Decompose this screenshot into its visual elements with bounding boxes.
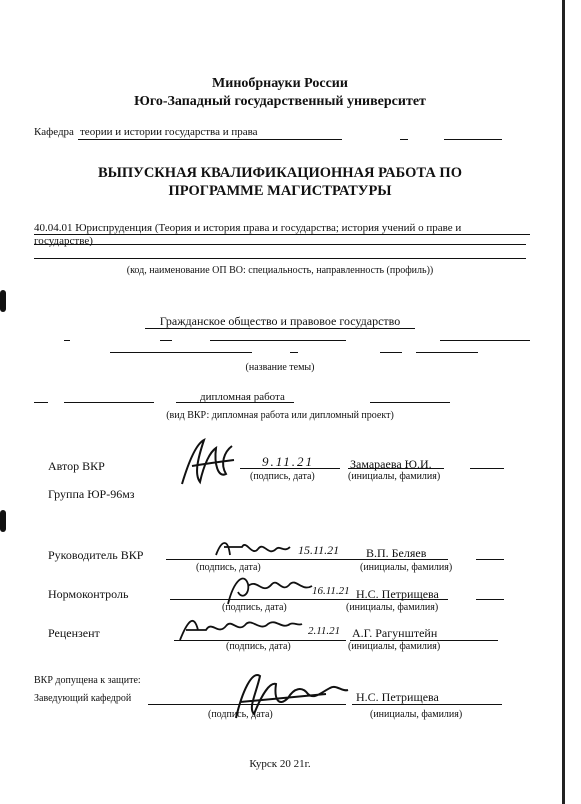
- head-name-caption: (инициалы, фамилия): [370, 709, 463, 720]
- author-label: Автор ВКР: [48, 459, 105, 473]
- document-title-line1: ВЫПУСКНАЯ КВАЛИФИКАЦИОННАЯ РАБОТА ПО: [97, 165, 462, 181]
- scan-edge: [562, 0, 565, 804]
- supervisor-label: Руководитель ВКР: [48, 548, 144, 562]
- work-type-caption: (вид ВКР: дипломная работа или дипломный проект): [166, 410, 394, 421]
- topic-caption: (название темы): [245, 362, 315, 373]
- author-name-caption: (инициалы, фамилия): [348, 471, 441, 482]
- reviewer-label: Рецензент: [48, 626, 100, 640]
- department-value: теории и истории государства и права: [80, 126, 258, 138]
- student-group: Группа ЮР-96мз: [48, 487, 135, 501]
- university-name: Юго-Западный государственный университет: [134, 94, 426, 109]
- reviewer-sign-date: 2.11.21: [308, 625, 341, 637]
- punch-mark-bottom: [0, 510, 6, 532]
- punch-mark-top: [0, 290, 6, 312]
- reviewer-name-caption: (инициалы, фамилия): [348, 641, 441, 652]
- author-name: Замараева Ю.И.: [350, 457, 432, 471]
- admission-note: ВКР допущена к защите:: [34, 675, 141, 686]
- thesis-topic: Гражданское общество и правовое государство: [159, 314, 401, 328]
- head-sign-caption: (подпись, дата): [208, 709, 273, 720]
- reviewer-sign-caption: (подпись, дата): [226, 641, 291, 652]
- normcontrol-name: Н.С. Петрищева: [356, 587, 439, 601]
- program-line1: 40.04.01 Юриспруденция (Теория и история права и государства; история учений о праве и: [34, 222, 462, 234]
- author-sign-date: 9.11.21: [262, 454, 315, 469]
- supervisor-name: В.П. Беляев: [366, 546, 427, 560]
- normcontrol-label: Нормоконтроль: [48, 587, 129, 601]
- author-sign-caption: (подпись, дата): [250, 471, 315, 482]
- author-signature: [174, 434, 244, 494]
- supervisor-sign-date: 15.11.21: [298, 543, 340, 557]
- head-name: Н.С. Петрищева: [356, 690, 439, 704]
- head-label: Заведующий кафедрой: [34, 693, 132, 704]
- work-type-value: дипломная работа: [200, 391, 285, 403]
- ministry-name: Минобрнауки России: [212, 76, 348, 91]
- supervisor-name-caption: (инициалы, фамилия): [360, 562, 453, 573]
- supervisor-signature: [212, 535, 292, 565]
- supervisor-sign-caption: (подпись, дата): [196, 562, 261, 573]
- city-year: Курск 20 21г.: [249, 758, 311, 770]
- normcontrol-sign-caption: (подпись, дата): [222, 602, 287, 613]
- document-title-line2: ПРОГРАММЕ МАГИСТРАТУРЫ: [168, 183, 392, 199]
- normcontrol-name-caption: (инициалы, фамилия): [346, 602, 439, 613]
- program-caption: (код, наименование ОП ВО: специальность, направленность (профиль)): [126, 265, 434, 276]
- reviewer-name: А.Г. Рагунштейн: [352, 626, 438, 640]
- department-label: Кафедра: [34, 126, 74, 138]
- normcontrol-sign-date: 16.11.21: [312, 585, 350, 597]
- program-line2: государстве): [34, 235, 93, 247]
